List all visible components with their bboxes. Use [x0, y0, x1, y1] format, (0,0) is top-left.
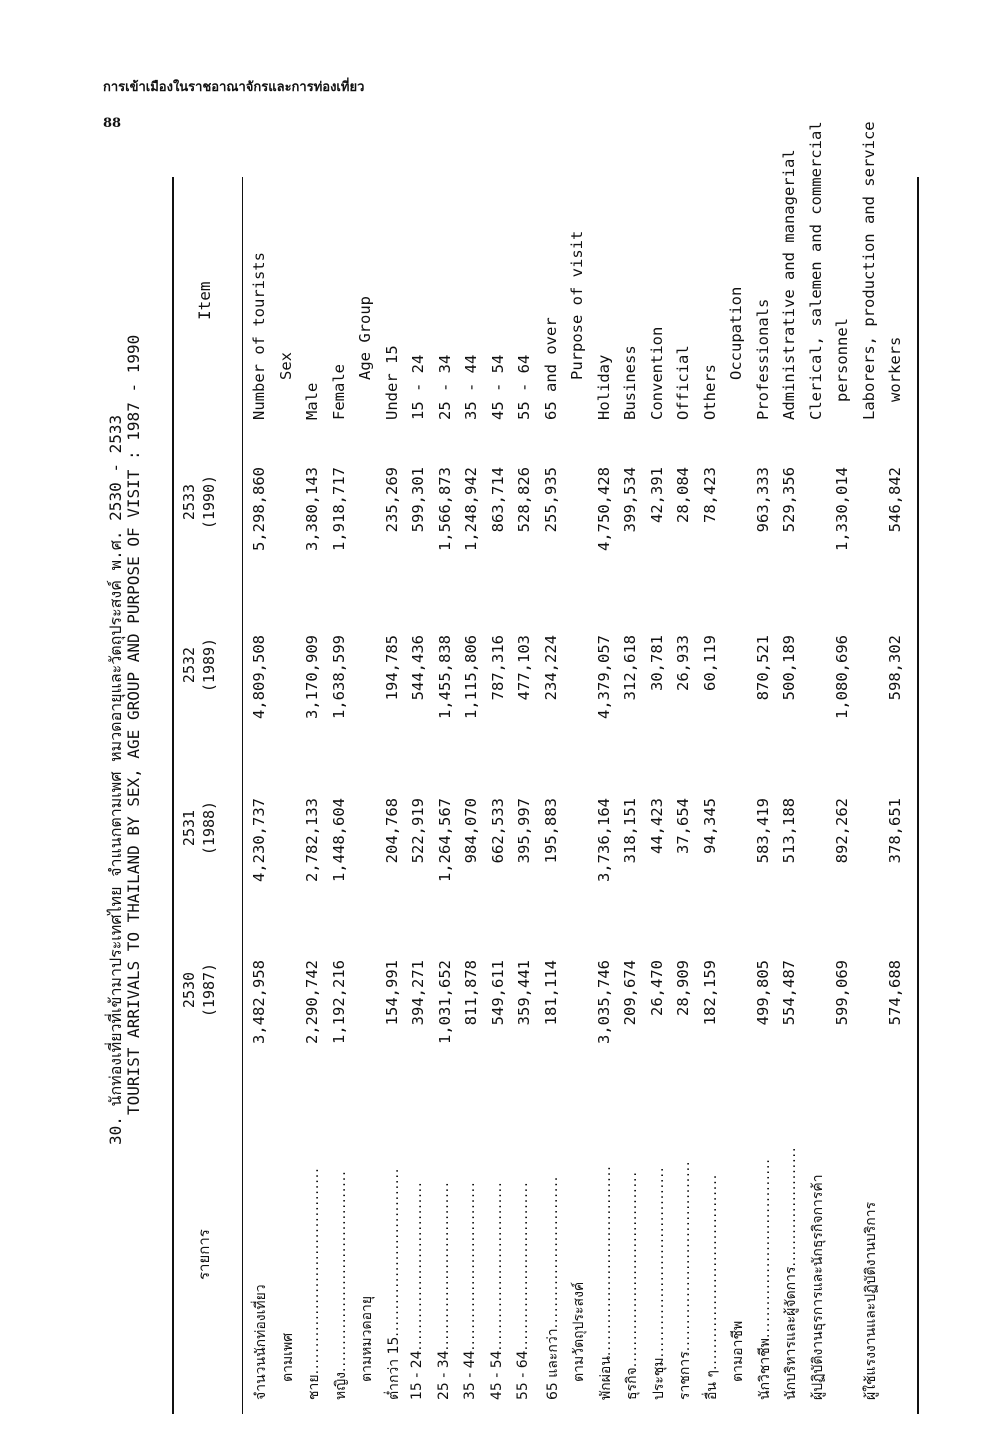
value-cell-2531: 94,345	[700, 798, 719, 854]
leader-dots: ....................................	[624, 1171, 640, 1368]
row-label-thai-text: ตามหมวดอายุ	[359, 1295, 375, 1382]
value-cell-2531: 892,262	[833, 798, 851, 864]
row-label-thai-text: 45 - 54	[488, 1350, 505, 1400]
row-label-thai	[860, 1100, 882, 1400]
row-label-english: Female	[329, 364, 348, 420]
value-cell-2532: 194,785	[382, 635, 401, 701]
page-number: 88	[103, 116, 122, 131]
row-label-thai-text: นักวิชาชีพ	[756, 1337, 773, 1400]
table-row	[727, 180, 751, 1420]
year-be-1990: 2533	[180, 483, 198, 521]
row-label-thai-text: ผู้ปฏิบัติงานธุรการและนักธุรกิจการค้า	[809, 1174, 826, 1400]
value-cell-2531: 395,997	[515, 798, 533, 864]
row-label-thai-text: อื่น ๆ	[703, 1370, 720, 1400]
row-label-thai	[356, 1082, 378, 1382]
row-label-thai	[595, 1100, 617, 1400]
value-cell-2532: 30,781	[647, 635, 666, 691]
value-cell-2531: 662,533	[488, 798, 507, 864]
value-cell-2533: 255,935	[541, 467, 560, 533]
row-label-english: Age Group	[356, 296, 374, 380]
table-row	[806, 121, 831, 1420]
row-label-english: Male	[303, 382, 321, 420]
value-cell-2532: 1,080,696	[833, 635, 851, 719]
row-label-english: Professionals	[753, 298, 772, 420]
year-ad-1988: (1988)	[200, 800, 218, 856]
row-label-thai	[807, 1100, 829, 1400]
value-cell-2532: 60,119	[700, 635, 719, 691]
row-label-thai-text: ชาย	[306, 1374, 322, 1400]
row-label-english: Number of tourists	[250, 252, 268, 420]
leader-dots: ...............................	[409, 1181, 425, 1351]
row-label-thai	[754, 1100, 776, 1400]
value-cell-2531: 513,188	[780, 798, 798, 864]
table-row	[701, 180, 725, 1420]
value-cell-2532: 1,638,599	[329, 635, 348, 719]
leader-dots: ......................	[783, 1146, 799, 1267]
row-label-thai-text: ธุรกิจ	[624, 1367, 640, 1400]
row-label-thai-text: 25 - 34	[435, 1350, 452, 1400]
year-be-1987: 2530	[180, 971, 198, 1009]
value-cell-2531: 204,768	[382, 798, 401, 864]
value-cell-2530: 28,909	[674, 960, 692, 1016]
year-ad-1987: (1987)	[200, 962, 218, 1018]
row-label-english: Sex	[276, 352, 295, 380]
table-row	[859, 121, 884, 1420]
value-cell-2530: 554,487	[780, 960, 798, 1026]
row-label-thai-text: 35 - 44	[462, 1350, 478, 1400]
value-cell-2531: 378,651	[886, 798, 904, 864]
value-cell-2531: 2,782,133	[303, 798, 321, 882]
leader-dots: ...............................	[515, 1181, 531, 1351]
row-label-thai	[383, 1100, 405, 1400]
value-cell-2530: 2,290,742	[303, 960, 321, 1044]
table-row	[515, 180, 539, 1420]
row-label-english: Under 15	[382, 345, 401, 420]
value-cell-2530: 26,470	[647, 960, 666, 1016]
row-label-english: 45 - 54	[488, 354, 507, 420]
leader-dots: ......................................	[306, 1167, 322, 1375]
row-label-thai	[277, 1082, 299, 1382]
row-label-thai	[303, 1100, 325, 1400]
value-cell-2531: 44,423	[647, 798, 666, 854]
value-cell-2532: 544,436	[409, 635, 427, 701]
value-cell-2533: 1,248,942	[462, 467, 480, 551]
table-row	[409, 180, 433, 1420]
tourist-arrivals-table	[100, 121, 904, 1420]
value-cell-2530: 182,159	[700, 960, 719, 1026]
leader-dots: ...................................	[677, 1160, 693, 1352]
value-cell-2533: 599,301	[409, 467, 427, 533]
row-label-english: Convention	[647, 326, 666, 420]
table-title-english: TOURIST ARRIVALS TO THAILAND BY SEX, AGE GROUP AND PURPOSE OF VISIT : 1987 - 1990	[124, 334, 143, 1115]
row-label-thai-text: ต่ำกว่า 15	[385, 1336, 402, 1400]
value-cell-2533: 963,333	[753, 467, 772, 533]
value-cell-2530: 1,031,652	[435, 960, 454, 1044]
value-cell-2532: 1,455,838	[435, 635, 454, 719]
value-cell-2531: 583,419	[753, 798, 772, 864]
row-label-thai	[330, 1100, 352, 1400]
row-label-thai	[462, 1100, 478, 1400]
year-ad-1989: (1989)	[200, 637, 218, 693]
row-label-thai	[489, 1100, 505, 1400]
row-label-thai-text: ตามวัตถุประสงค์	[571, 1281, 587, 1382]
table-row	[383, 180, 407, 1420]
table-row	[356, 180, 380, 1420]
row-label-english: 65 and over	[541, 317, 560, 420]
row-label-thai	[436, 1100, 452, 1400]
value-cell-2530: 3,035,746	[594, 960, 613, 1044]
year-be-1988: 2531	[180, 809, 198, 847]
value-cell-2533: 863,714	[488, 467, 507, 533]
value-cell-2533: 1,330,014	[833, 467, 851, 551]
value-cell-2530: 209,674	[621, 960, 639, 1026]
value-cell-2533: 4,750,428	[594, 467, 613, 551]
header-item-english: Item	[195, 281, 214, 320]
table-row	[833, 180, 857, 1420]
value-cell-2533: 528,826	[515, 467, 533, 533]
row-label-thai	[727, 1082, 749, 1382]
row-label-english: Holiday	[594, 354, 613, 420]
header-item-thai: รายการ	[195, 1229, 213, 1280]
leader-dots: ...............................	[462, 1181, 478, 1351]
table-row	[250, 180, 274, 1420]
value-cell-2532: 4,809,508	[250, 635, 268, 719]
value-cell-2533: 1,566,873	[435, 467, 454, 551]
top-rule	[172, 177, 174, 1414]
row-label-english: Clerical, salemen and commercial	[806, 121, 825, 420]
value-cell-2531: 3,736,164	[594, 798, 613, 882]
value-cell-2530: 154,991	[382, 960, 401, 1026]
table-row	[621, 180, 645, 1420]
value-cell-2530: 811,878	[462, 960, 480, 1026]
row-label-thai-text: 65 และกว่า	[544, 1328, 561, 1400]
value-cell-2531: 195,883	[541, 798, 560, 864]
value-cell-2532: 500,189	[780, 635, 798, 701]
value-cell-2533: 3,380,143	[303, 467, 321, 551]
value-cell-2530: 549,611	[488, 960, 507, 1026]
table-title-thai: 30. นักท่องเที่ยวที่เข้ามาประเทศไทย จำแนกตามเพศ หมวดอายุและวัตถุประสงค์ พ.ศ. 2530 - 2533	[106, 414, 125, 1145]
value-cell-2533: 1,918,717	[329, 467, 348, 551]
year-be-1989: 2532	[180, 646, 198, 684]
table-row	[303, 180, 327, 1420]
value-cell-2533: 78,423	[700, 467, 719, 523]
table-row	[754, 180, 778, 1420]
value-cell-2532: 477,103	[515, 635, 533, 701]
value-cell-2531: 318,151	[621, 798, 639, 864]
value-cell-2530: 599,069	[833, 960, 851, 1026]
row-label-thai	[674, 1100, 696, 1400]
value-cell-2533: 529,356	[780, 467, 798, 533]
row-label-thai-text: ประชุม	[650, 1357, 667, 1400]
table-row	[886, 180, 910, 1420]
leader-dots: ...................................	[650, 1166, 667, 1358]
value-cell-2532: 3,170,909	[303, 635, 321, 719]
header-rule	[242, 177, 243, 1414]
value-cell-2533: 28,084	[674, 467, 692, 523]
row-label-thai	[250, 1100, 272, 1400]
row-label-english: 15 - 24	[409, 354, 427, 420]
value-cell-2530: 394,271	[409, 960, 427, 1026]
row-label-thai	[515, 1100, 531, 1400]
leader-dots: .................................	[756, 1158, 773, 1338]
leader-dots: ...................................	[597, 1165, 614, 1357]
row-label-english: workers	[886, 336, 904, 402]
value-cell-2530: 3,482,958	[250, 960, 268, 1044]
row-label-thai-text: 55 - 64	[515, 1350, 531, 1400]
row-label-english: Business	[621, 345, 639, 420]
row-label-english: personnel	[833, 318, 851, 402]
table-row	[277, 180, 301, 1420]
running-head: การเข้าเมืองในราชอาณาจักรและการท่องเที่ยว	[103, 80, 365, 95]
value-cell-2531: 37,654	[674, 798, 692, 854]
value-cell-2533: 5,298,860	[250, 467, 268, 551]
row-label-thai-text: จำนวนนักท่องเที่ยว	[253, 1284, 269, 1400]
row-label-thai	[648, 1100, 670, 1400]
value-cell-2532: 312,618	[621, 635, 639, 701]
table-row	[674, 180, 698, 1420]
value-cell-2532: 26,933	[674, 635, 692, 691]
year-ad-1990: (1990)	[200, 474, 218, 530]
leader-dots: ...............................	[435, 1181, 452, 1351]
row-label-english: 35 - 44	[462, 354, 480, 420]
value-cell-2530: 499,805	[753, 960, 772, 1026]
value-cell-2533: 235,269	[382, 467, 401, 533]
value-cell-2531: 1,264,567	[435, 798, 454, 882]
value-cell-2532: 234,224	[541, 635, 560, 701]
value-cell-2532: 4,379,057	[594, 635, 613, 719]
row-label-english: Purpose of visit	[568, 230, 586, 380]
row-label-thai	[542, 1100, 564, 1400]
value-cell-2531: 4,230,737	[250, 798, 268, 882]
row-label-thai-text: พักผ่อน	[597, 1356, 614, 1400]
table-row	[330, 180, 354, 1420]
row-label-thai-text: ตามเพศ	[279, 1332, 296, 1382]
row-label-english: Official	[674, 345, 692, 420]
value-cell-2530: 181,114	[541, 960, 560, 1026]
row-label-thai	[621, 1100, 643, 1400]
row-label-thai	[568, 1082, 590, 1382]
row-label-thai-text: ราชการ	[677, 1351, 693, 1400]
row-label-english: Administrative and managerial	[780, 149, 798, 420]
row-label-thai	[409, 1100, 425, 1400]
row-label-english: 55 - 64	[515, 354, 533, 420]
row-label-english: 25 - 34	[435, 354, 454, 420]
row-label-thai-text: ตามอาชีพ	[730, 1320, 746, 1382]
table-row	[489, 180, 513, 1420]
value-cell-2531: 984,070	[462, 798, 480, 864]
table-row	[648, 180, 672, 1420]
value-cell-2530: 1,192,216	[329, 960, 348, 1044]
value-cell-2531: 522,919	[409, 798, 427, 864]
row-label-thai	[701, 1100, 723, 1400]
value-cell-2530: 574,688	[886, 960, 904, 1026]
row-label-thai-text: 15 - 24	[409, 1350, 425, 1400]
row-label-thai-text: หญิง	[332, 1372, 349, 1400]
leader-dots: ............................	[544, 1175, 561, 1329]
row-label-thai-text: นักบริหารและผู้จัดการ	[783, 1266, 799, 1400]
row-label-thai-text: ผู้ใช้แรงงานและปฏิบัติงานบริการ	[862, 1201, 879, 1400]
leader-dots: ...............................	[488, 1181, 505, 1351]
value-cell-2533: 399,534	[621, 467, 639, 533]
value-cell-2532: 870,521	[753, 635, 772, 701]
value-cell-2532: 1,115,806	[462, 635, 480, 719]
leader-dots: .....................................	[332, 1170, 349, 1372]
table-row	[780, 149, 804, 1420]
value-cell-2533: 546,842	[886, 467, 904, 533]
bottom-rule	[917, 177, 919, 1414]
value-cell-2530: 359,441	[515, 960, 533, 1026]
table-row	[595, 180, 619, 1420]
value-cell-2532: 598,302	[886, 635, 904, 701]
table-row	[462, 180, 486, 1420]
row-label-english: Occupation	[727, 286, 745, 380]
row-label-english: Laborers, production and service	[859, 121, 878, 420]
leader-dots: ....................................	[703, 1173, 720, 1371]
table-row	[568, 180, 592, 1420]
row-label-thai	[780, 1100, 802, 1400]
value-cell-2533: 42,391	[647, 467, 666, 523]
value-cell-2532: 787,316	[488, 635, 507, 701]
row-label-english: Others	[700, 364, 719, 420]
table-row	[436, 180, 460, 1420]
value-cell-2531: 1,448,604	[329, 798, 348, 882]
leader-dots: ...............................	[385, 1167, 402, 1337]
table-row	[542, 180, 566, 1420]
